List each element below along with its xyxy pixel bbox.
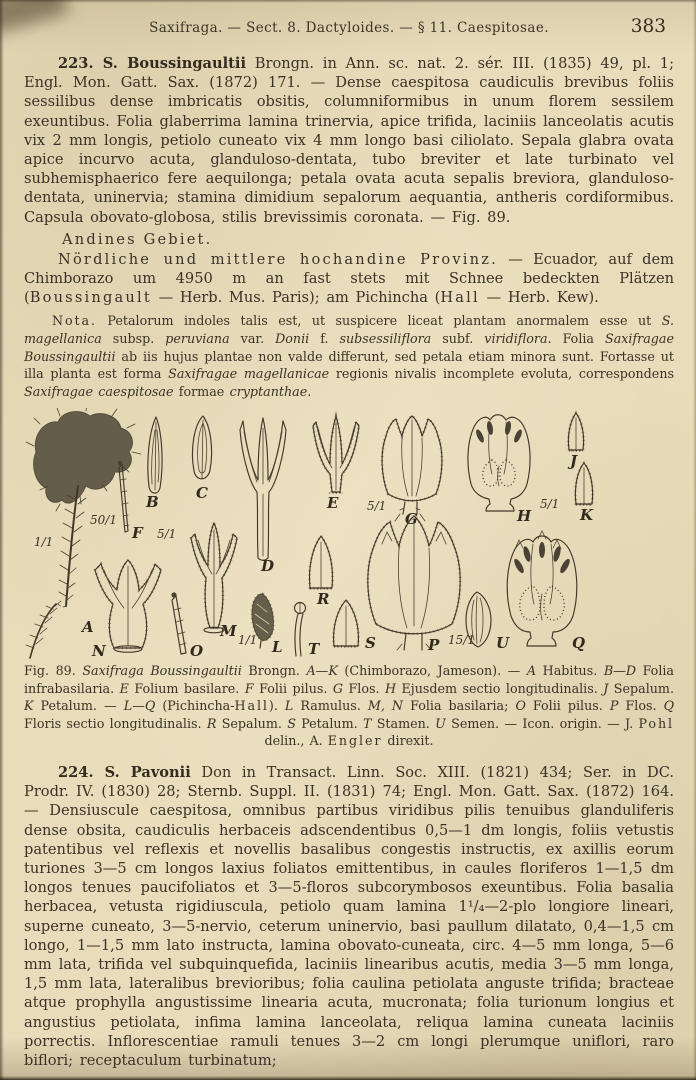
illustration-e-leaf: [313, 416, 386, 513]
illustration-p-flower: [368, 516, 460, 654]
distribution-paragraph: Nördliche und mittlere hochandine Provinz. — Ecuador, auf dem Chimborazo um 4950 m an fast stets mit Schnee bedeckten Plätzen (Boussingault — Herb. Mus. Paris); am Pichincha (Hall — Herb. Kew).: [24, 250, 674, 307]
running-title: Saxifraga. — Sect. 8. Dactyloides. — § 11. Caespitosae.: [149, 20, 549, 36]
part-label-p: P: [428, 636, 440, 655]
illustration-k-petal: [575, 463, 594, 524]
part-label-f: F: [132, 524, 143, 543]
part-label-a: A: [82, 618, 94, 637]
illustration-c-leaf: [192, 416, 211, 502]
nota-paragraph: Nota. Petalorum indoles talis est, ut suspicere liceat plantam anormalem esse ut S. magellanica subsp. peruviana var. Donii f. subsessiliflora subf. viridiflora. Folia Saxifragae Boussingaultii ab iis hujus plantae non valde differunt, sed petala etiam minora sunt. Fortasse ut illa planta est forma Saxifragae magellanicae regionis nivalis incomplete evoluta, correspondens Saxifragae caespitosae formae cryptanthae.: [24, 313, 674, 399]
scale-label-hair-f: 50/1: [90, 513, 117, 528]
illustration-r-sepal: [309, 536, 332, 608]
scale-label-ramulus-l: 1/1: [238, 633, 258, 648]
part-label-d: D: [261, 557, 275, 576]
part-label-s: S: [365, 634, 376, 653]
illustration-a-habitus: [26, 408, 141, 661]
scan-edge-left: [0, 0, 4, 1080]
scale-label-flower-g: 5/1: [367, 499, 387, 514]
part-label-j: J: [570, 452, 578, 471]
part-label-r: R: [317, 590, 330, 609]
illustration-t-stamen: [295, 603, 322, 659]
part-label-o: O: [190, 642, 204, 661]
illustration-o-hair: [171, 593, 203, 661]
page-body: [24, 54, 674, 1070]
scale-label-leaf-m: 5/1: [157, 527, 177, 542]
illustration-q-section: [507, 531, 585, 652]
scale-label-habit: 1/1: [34, 535, 54, 550]
illustration-u-seed: [448, 592, 510, 652]
illustration-h-section: [468, 415, 559, 525]
illustration-b-leaf: [145, 417, 162, 511]
illustration-j-sepal: [567, 413, 584, 470]
species-224-description: 224. S. Pavonii Don in Transact. Linn. Soc. XIII. (1821) 434; Ser. in DC. Prodr. IV. (1830) 28; Sternb. Suppl. II. (1831) 74; Engl. Mon. Gatt. Sax. (1872) 164. — Densiuscule caespitosa, omnibus partibus viridibus pilis tenuibus glanduliferis dense obsita, caudiculis herbaceis adscendentibus 0,5—1 dm longis, foliis vetustis patentibus vel reflexis et novellis basalibus congestis instructis, ex axillis eorum turiones 3—5 cm longos laxius foliatos emittentibus, in caules floriferos 1—1,5 dm longos tenues paucifoliatos et 3—5-floros subcorymbosos exeuntibus. Folia basalia herbacea, vetusta rigidiuscula, petiolo quam lamina 1¹/₄—2-plo longiore lineari, superne cuneato, 3—5-nervio, ceterum uninervio, basi paullum dilatato, 0,4—1,5 cm longo, 1—1,5 mm lato instructa, lamina obovato-cuneata, circ. 4—5 mm longa, 5—6 mm lata, trifida vel subquinquefida, laciniis linearibus acutis, media 3—5 mm longa, 1,5 mm lata, lateralibus brevioribus; folia caulina petiolata anguste trifida; bracteae atque prophylla angustissime linearia acuta, mucronata; folia turionum longius et angustius petiolata, infima lamina lanceolata, reliqua lamina cuneata laciniis porrectis. Inflorescentiae ramuli tenues 3—2 cm longi plerumque uniflori, raro biflori; receptaculum turbinatum;: [24, 763, 674, 1069]
figure-89: [24, 408, 674, 750]
part-label-u: U: [496, 634, 510, 653]
figure-89-illustration: [24, 408, 674, 660]
scan-edge-bottom: [0, 1076, 696, 1080]
part-label-b: B: [146, 493, 159, 512]
illustration-m-leaf: [157, 523, 237, 640]
scale-label-seed-u: 15/1: [448, 633, 475, 648]
part-label-c: C: [196, 484, 208, 503]
part-label-e: E: [327, 494, 339, 513]
figure-89-caption: Fig. 89. Saxifraga Boussingaultii Brongn. A—K (Chimborazo, Jameson). — A Habitus. B—D Folia infrabasilaria. E Folium basilare. F Folii pilus. G Flos. H Ejusdem sectio longitudinalis. J Sepalum. K Petalum. — L—Q (Pichincha-Hall). L Ramulus. M, N Folia basilaria; O Folii pilus. P Flos. Q Floris sectio longitudinalis. R Sepalum. S Petalum. T Stamen. U Semen. — Icon. origin. — J. Pohl delin., A. Engler direxit.: [24, 663, 675, 749]
part-label-n: N: [92, 642, 106, 661]
part-label-h: H: [517, 507, 532, 526]
part-label-k: K: [580, 506, 594, 525]
region-heading: Andines Gebiet.: [62, 230, 213, 248]
part-label-t: T: [308, 640, 320, 659]
part-label-m: M: [220, 622, 237, 641]
scale-label-flower-h: 5/1: [540, 497, 560, 512]
illustration-n-leaf: [91, 560, 161, 660]
part-label-q: Q: [572, 634, 586, 653]
part-label-g: G: [405, 510, 418, 529]
illustration-g-flower: [382, 416, 442, 528]
illustration-d-leaf: [240, 418, 286, 575]
page-number: 383: [630, 16, 666, 37]
part-label-l: L: [272, 638, 283, 657]
scan-edge-top: [0, 0, 696, 3]
page-header: [24, 16, 674, 42]
species-223-description: 223. S. Boussingaultii Brongn. in Ann. sc. nat. 2. sér. III. (1835) 49, pl. 1; Engl. Mon. Gatt. Sax. (1872) 171. — Dense caespitosa caudiculis brevibus foliis sessilibus dense imbricatis obsitis, columniformibus in unum florem sessilem exeuntibus. Folia glaberrima lamina trinervia, apice trifida, laciniis lanceolatis acutis vix 2 mm longis, petiolo cuneato vix 4 mm longo basi ciliolato. Sepala glabra ovata apice incurvo acuta, glanduloso-dentata, tubo breviter et late turbinato vel subhemisphaerico fere aequilonga; petala ovata acuta sepalis breviora, glanduloso-dentata, uninervia; stamina dimidium sepalorum aequantia, antheris cordiformibus. Capsula obovato-globosa, stilis brevissimis coronata. — Fig. 89.: [24, 55, 674, 226]
illustration-l-ramulus: [238, 594, 283, 656]
